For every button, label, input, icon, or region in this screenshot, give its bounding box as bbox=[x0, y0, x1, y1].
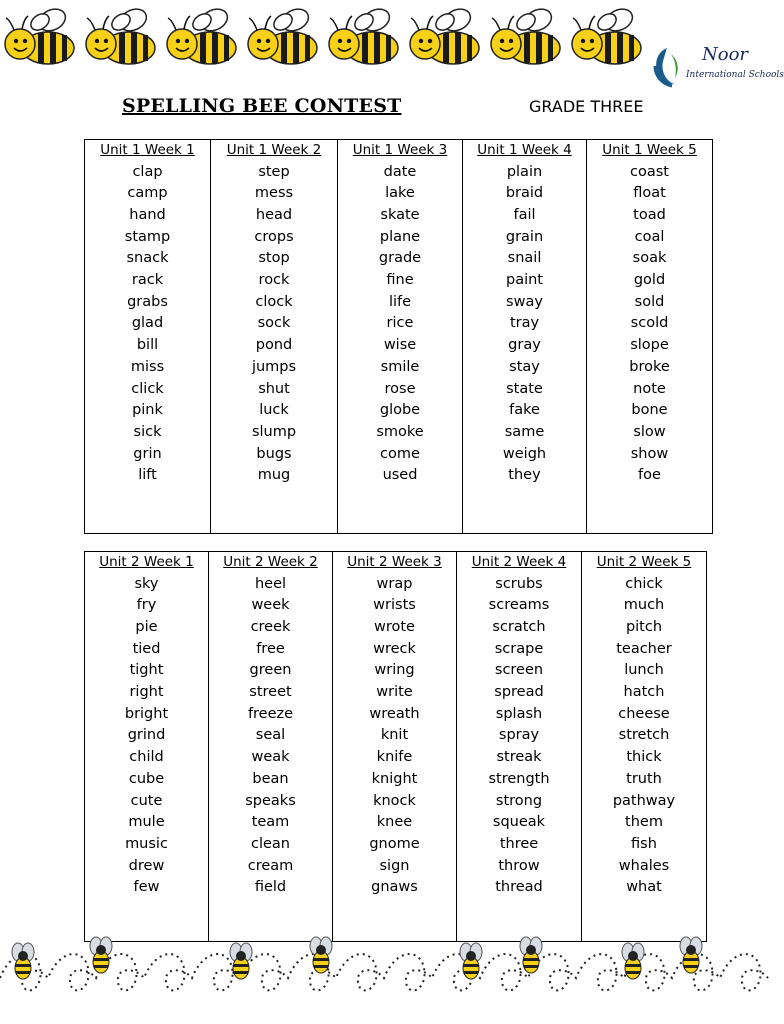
unit2-week-4-word-list bbox=[457, 574, 582, 942]
unit2-header-row bbox=[85, 552, 707, 574]
spelling-word: hand bbox=[129, 206, 166, 223]
spelling-word: sick bbox=[133, 423, 162, 440]
spelling-word: tight bbox=[129, 662, 164, 679]
grade-label: GRADE THREE bbox=[529, 97, 644, 116]
spelling-word: wrists bbox=[373, 597, 416, 614]
spelling-word: fish bbox=[631, 835, 657, 852]
column-header-label: Unit 2 Week 1 bbox=[99, 554, 194, 570]
spelling-word: truth bbox=[626, 770, 662, 787]
spelling-word: screams bbox=[488, 597, 550, 614]
column-header-label: Unit 1 Week 5 bbox=[602, 142, 697, 158]
spelling-word: weak bbox=[251, 749, 290, 766]
spelling-word: gnaws bbox=[371, 879, 418, 896]
small-bee-icon bbox=[622, 943, 644, 979]
small-bee-icon bbox=[460, 943, 482, 979]
column-header-label: Unit 1 Week 4 bbox=[477, 142, 572, 158]
spelling-word: fine bbox=[386, 272, 414, 289]
unit2-week-4-header bbox=[457, 552, 582, 574]
spelling-word: head bbox=[255, 206, 293, 223]
dotted-flight-trail bbox=[0, 954, 768, 990]
spelling-word: coast bbox=[630, 163, 669, 180]
small-bee-icon bbox=[520, 937, 542, 973]
unit1-week-4-header bbox=[463, 140, 587, 162]
spelling-word: week bbox=[251, 597, 290, 614]
spelling-word: cute bbox=[130, 792, 163, 809]
spelling-word: free bbox=[256, 640, 285, 657]
spelling-word: music bbox=[125, 835, 168, 852]
spelling-word: foe bbox=[638, 467, 661, 484]
unit1-week-5-word-list bbox=[587, 162, 713, 534]
spelling-word: child bbox=[129, 749, 164, 766]
logo-name: Noor bbox=[702, 44, 749, 65]
spelling-word: wreck bbox=[373, 640, 416, 657]
spelling-word: cream bbox=[247, 857, 294, 874]
spelling-word: spray bbox=[498, 727, 540, 744]
spelling-word: teacher bbox=[616, 640, 672, 657]
spelling-word: scrubs bbox=[495, 575, 543, 592]
spelling-word: stamp bbox=[124, 228, 171, 245]
unit2-week-3-word-list bbox=[333, 574, 457, 942]
bee-icon bbox=[81, 6, 161, 70]
spelling-word: wrap bbox=[376, 575, 413, 592]
spelling-word: they bbox=[508, 467, 541, 484]
spelling-word: whales bbox=[618, 857, 670, 874]
spelling-word: snack bbox=[126, 250, 169, 267]
unit2-week-5-header bbox=[582, 552, 707, 574]
spelling-word: fry bbox=[136, 597, 157, 614]
column-header-label: Unit 2 Week 4 bbox=[471, 554, 567, 570]
spelling-word: rose bbox=[384, 380, 416, 397]
spelling-word: date bbox=[383, 163, 417, 180]
unit1-week-5-header bbox=[587, 140, 713, 162]
column-header-label: Unit 1 Week 3 bbox=[352, 142, 448, 158]
spelling-word: write bbox=[376, 684, 413, 701]
spelling-word: freeze bbox=[247, 705, 294, 722]
spelling-word: strong bbox=[495, 792, 543, 809]
spelling-word: heel bbox=[254, 575, 287, 592]
spelling-word: creek bbox=[250, 618, 291, 635]
spelling-word: slump bbox=[251, 423, 297, 440]
spelling-word: pitch bbox=[625, 618, 663, 635]
spelling-word: sock bbox=[257, 315, 291, 332]
spelling-word: gnome bbox=[369, 835, 420, 852]
spelling-word: strength bbox=[488, 770, 550, 787]
spelling-word: few bbox=[133, 879, 160, 896]
spelling-word: rock bbox=[258, 272, 290, 289]
spelling-word: skate bbox=[380, 206, 420, 223]
spelling-word: float bbox=[633, 185, 666, 202]
unit2-words-row bbox=[85, 574, 707, 942]
spelling-word: mule bbox=[128, 814, 165, 831]
spelling-word: much bbox=[623, 597, 665, 614]
spelling-word: camp bbox=[127, 185, 168, 202]
small-bee-icon bbox=[310, 937, 332, 973]
spelling-word: rice bbox=[386, 315, 414, 332]
bee-icon bbox=[243, 6, 323, 70]
spelling-word: seal bbox=[255, 727, 286, 744]
spelling-word: sign bbox=[379, 857, 410, 874]
spelling-word: them bbox=[625, 814, 663, 831]
spelling-word: knife bbox=[376, 749, 413, 766]
unit2-week-3-header bbox=[333, 552, 457, 574]
unit2-word-table bbox=[84, 551, 707, 942]
spelling-word: lunch bbox=[624, 662, 664, 679]
bee-icon bbox=[0, 6, 80, 70]
spelling-word: street bbox=[249, 684, 292, 701]
spelling-word: squeak bbox=[492, 814, 546, 831]
spelling-word: throw bbox=[498, 857, 540, 874]
spelling-word: bright bbox=[124, 705, 169, 722]
spelling-word: grin bbox=[133, 445, 162, 462]
unit1-word-table bbox=[84, 139, 713, 534]
unit1-week-2-header bbox=[211, 140, 338, 162]
spelling-word: screen bbox=[494, 662, 544, 679]
spelling-word: tray bbox=[509, 315, 540, 332]
unit2-week-2-header bbox=[209, 552, 333, 574]
spelling-word: wise bbox=[383, 337, 417, 354]
column-header-label: Unit 2 Week 5 bbox=[596, 554, 692, 570]
unit1-week-2-word-list bbox=[211, 162, 338, 534]
unit2-week-5-word-list bbox=[582, 574, 707, 942]
spelling-word: snail bbox=[507, 250, 542, 267]
spelling-word: slope bbox=[630, 337, 669, 354]
spelling-word: state bbox=[506, 380, 543, 397]
spelling-word: glad bbox=[131, 315, 164, 332]
spelling-word: globe bbox=[379, 402, 421, 419]
spelling-word: knit bbox=[380, 727, 409, 744]
spelling-word: splash bbox=[495, 705, 543, 722]
spelling-word: braid bbox=[505, 185, 544, 202]
small-bee-icon bbox=[90, 937, 112, 973]
spelling-word: drew bbox=[128, 857, 165, 874]
spelling-word: green bbox=[249, 662, 292, 679]
unit1-week-3-word-list bbox=[338, 162, 463, 534]
column-header-label: Unit 2 Week 2 bbox=[223, 554, 318, 570]
unit1-week-4-word-list bbox=[463, 162, 587, 534]
spelling-word: clock bbox=[255, 293, 293, 310]
spelling-word: paint bbox=[506, 272, 543, 289]
spelling-word: grain bbox=[505, 228, 544, 245]
bee-icon bbox=[324, 6, 404, 70]
unit1-week-3-header bbox=[338, 140, 463, 162]
column-header-label: Unit 2 Week 3 bbox=[347, 554, 442, 570]
spelling-word: jumps bbox=[251, 358, 297, 375]
spelling-word: bone bbox=[631, 402, 668, 419]
column-header-label: Unit 1 Week 1 bbox=[100, 142, 195, 158]
spelling-word: hatch bbox=[623, 684, 665, 701]
bee-icon bbox=[405, 6, 485, 70]
spelling-word: pathway bbox=[612, 792, 676, 809]
spelling-word: miss bbox=[130, 358, 165, 375]
spelling-word: bill bbox=[136, 337, 159, 354]
unit2-week-1-header bbox=[85, 552, 209, 574]
spelling-word: scratch bbox=[492, 618, 546, 635]
spelling-word: gray bbox=[508, 337, 541, 354]
spelling-word: step bbox=[258, 163, 290, 180]
spelling-word: clean bbox=[251, 835, 290, 852]
spelling-word: grabs bbox=[127, 293, 168, 310]
spelling-word: shut bbox=[258, 380, 290, 397]
spelling-word: knee bbox=[376, 814, 413, 831]
unit2-week-2-word-list bbox=[209, 574, 333, 942]
spelling-word: click bbox=[131, 380, 164, 397]
spelling-word: rack bbox=[131, 272, 164, 289]
spelling-word: smoke bbox=[376, 423, 424, 440]
spelling-word: spread bbox=[494, 684, 544, 701]
column-header-label: Unit 1 Week 2 bbox=[226, 142, 322, 158]
spelling-word: lake bbox=[385, 185, 415, 202]
page-title: SPELLING BEE CONTEST bbox=[122, 95, 402, 117]
unit2-week-1-word-list bbox=[85, 574, 209, 942]
spelling-word: pie bbox=[135, 618, 158, 635]
spelling-word: sky bbox=[134, 575, 159, 592]
spelling-word: clap bbox=[132, 163, 163, 180]
spelling-word: cube bbox=[128, 770, 165, 787]
spelling-word: fail bbox=[513, 206, 536, 223]
spelling-word: pond bbox=[255, 337, 293, 354]
spelling-word: knock bbox=[373, 792, 416, 809]
spelling-word: streak bbox=[496, 749, 542, 766]
unit1-week-1-header bbox=[85, 140, 211, 162]
spelling-word: slow bbox=[633, 423, 666, 440]
spelling-word: what bbox=[626, 879, 662, 896]
bee-trail-border-bottom bbox=[0, 938, 768, 1024]
spelling-word: soak bbox=[632, 250, 667, 267]
spelling-word: mess bbox=[254, 185, 294, 202]
spelling-word: same bbox=[504, 423, 545, 440]
spelling-word: speaks bbox=[245, 792, 296, 809]
unit1-header-row bbox=[85, 140, 713, 162]
spelling-word: chick bbox=[625, 575, 663, 592]
bee-icon bbox=[162, 6, 242, 70]
small-bee-icon bbox=[680, 937, 702, 973]
spelling-word: come bbox=[380, 445, 420, 462]
spelling-word: gold bbox=[633, 272, 666, 289]
spelling-word: mug bbox=[257, 467, 291, 484]
spelling-word: toad bbox=[633, 206, 666, 223]
bee-border-top bbox=[0, 6, 660, 70]
spelling-word: field bbox=[254, 879, 287, 896]
spelling-word: fake bbox=[509, 402, 540, 419]
spelling-word: broke bbox=[629, 358, 670, 375]
logo-subtitle: International Schools bbox=[686, 70, 784, 80]
bee-icon bbox=[567, 6, 647, 70]
spelling-word: crops bbox=[254, 228, 294, 245]
spelling-word: sway bbox=[506, 293, 543, 310]
bee-icon bbox=[486, 6, 566, 70]
spelling-word: stop bbox=[258, 250, 290, 267]
spelling-word: knight bbox=[371, 770, 418, 787]
spelling-word: smile bbox=[380, 358, 420, 375]
spelling-word: thick bbox=[626, 749, 662, 766]
small-bee-icon bbox=[230, 943, 252, 979]
unit1-week-1-word-list bbox=[85, 162, 211, 534]
spelling-word: used bbox=[382, 467, 418, 484]
spelling-word: note bbox=[633, 380, 666, 397]
spelling-word: plane bbox=[379, 228, 421, 245]
small-bee-icon bbox=[12, 943, 34, 979]
spelling-word: wring bbox=[374, 662, 415, 679]
spelling-word: team bbox=[251, 814, 290, 831]
spelling-word: stay bbox=[509, 358, 540, 375]
spelling-word: bean bbox=[252, 770, 289, 787]
spelling-word: bugs bbox=[256, 445, 292, 462]
spelling-word: coal bbox=[634, 228, 665, 245]
spelling-word: right bbox=[129, 684, 164, 701]
noor-logo-icon bbox=[650, 44, 684, 88]
spelling-word: grind bbox=[127, 727, 166, 744]
unit1-words-row bbox=[85, 162, 713, 534]
spelling-word: stretch bbox=[618, 727, 670, 744]
spelling-word: thread bbox=[495, 879, 543, 896]
spelling-word: scold bbox=[630, 315, 669, 332]
spelling-word: grade bbox=[378, 250, 422, 267]
spelling-word: lift bbox=[138, 467, 157, 484]
spelling-word: sold bbox=[634, 293, 665, 310]
spelling-word: life bbox=[388, 293, 412, 310]
spelling-word: show bbox=[630, 445, 669, 462]
school-logo bbox=[650, 40, 784, 92]
spelling-word: three bbox=[499, 835, 539, 852]
spelling-word: luck bbox=[259, 402, 289, 419]
spelling-word: weigh bbox=[502, 445, 547, 462]
spelling-word: pink bbox=[132, 402, 163, 419]
spelling-word: cheese bbox=[618, 705, 670, 722]
spelling-word: wrote bbox=[374, 618, 415, 635]
spelling-word: tied bbox=[132, 640, 161, 657]
spelling-word: wreath bbox=[369, 705, 420, 722]
spelling-word: plain bbox=[506, 163, 543, 180]
spelling-word: scrape bbox=[494, 640, 544, 657]
